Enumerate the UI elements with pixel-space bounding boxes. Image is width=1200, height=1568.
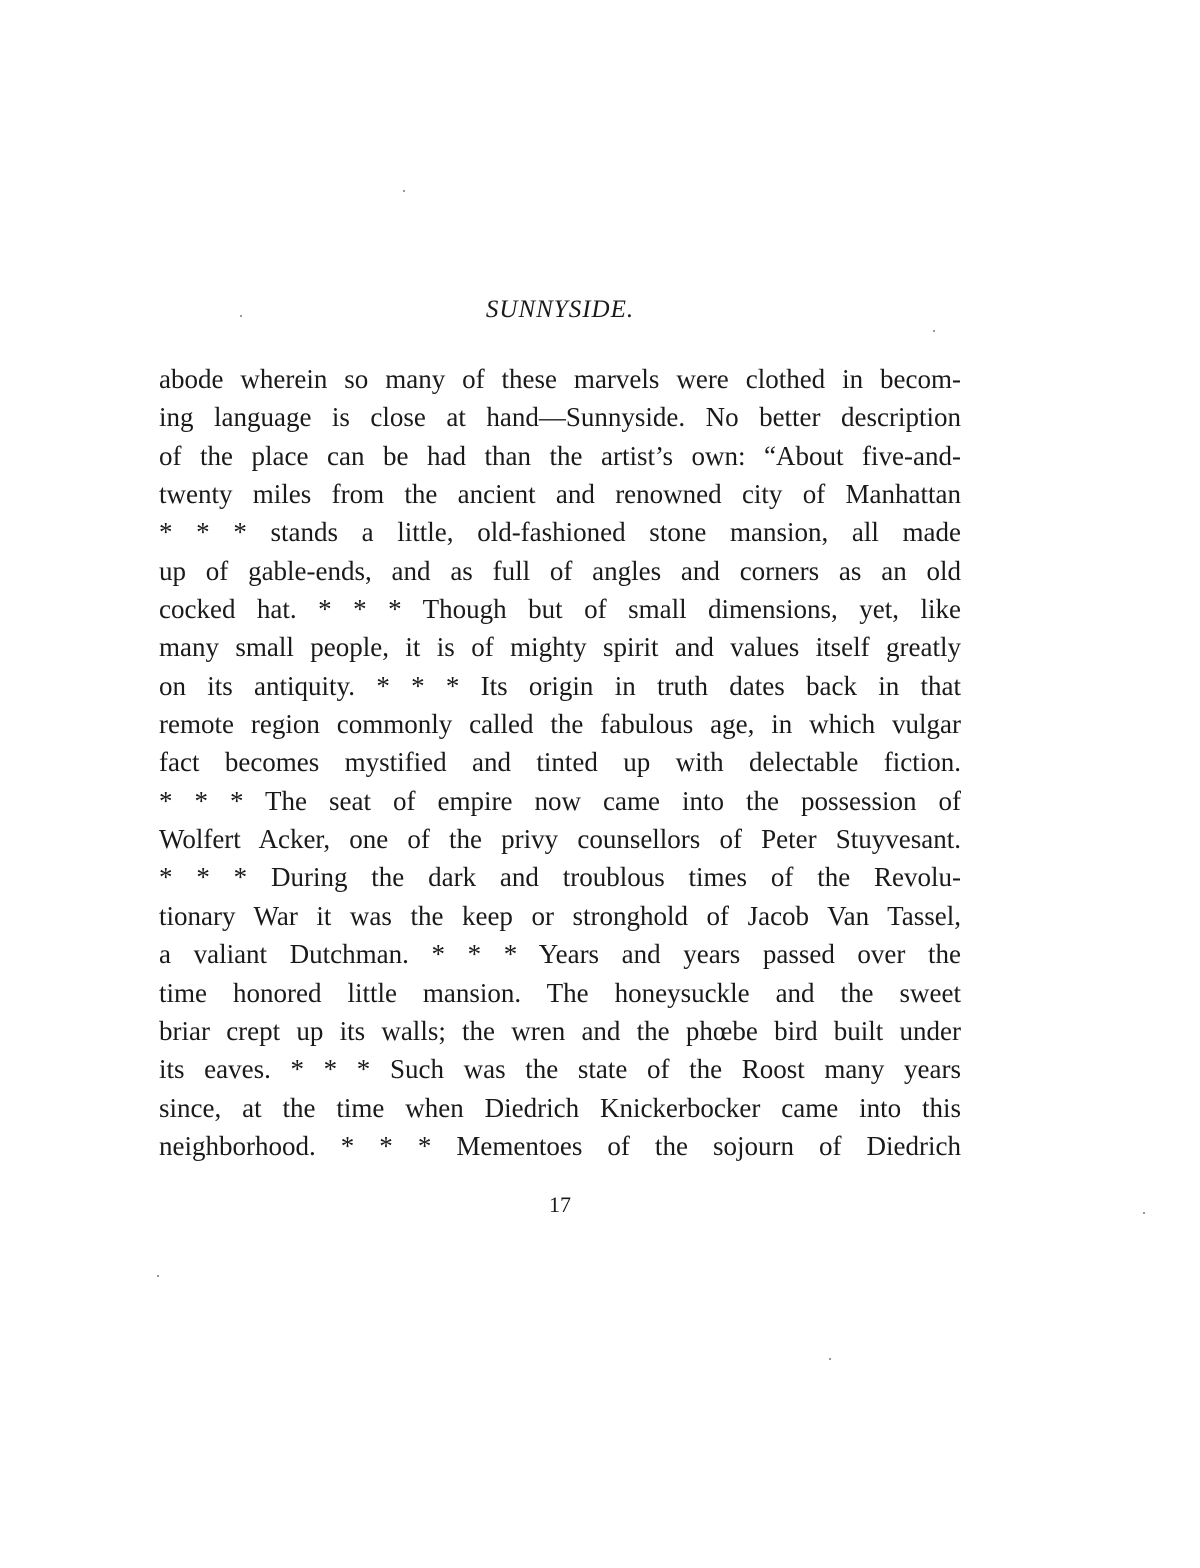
text-line: of the place can be had than the artist’s own: “About five-and- xyxy=(159,440,961,471)
text-line: abode wherein so many of these marvels were clothed in becom- xyxy=(159,364,961,394)
text-line: its eaves. * * * Such was the state of the Roost many years xyxy=(159,1054,961,1085)
text-line: on its antiquity. * * * Its origin in truth dates back in that xyxy=(159,670,961,701)
body-text xyxy=(159,360,961,1165)
text-line: since, at the time when Diedrich Knickerbocker came into this xyxy=(159,1092,961,1123)
text-line: tionary War it was the keep or stronghold of Jacob Van Tassel, xyxy=(159,900,961,931)
text-line: * * * The seat of empire now came into the possession of xyxy=(159,785,961,816)
text-line: a valiant Dutchman. * * * Years and years passed over the xyxy=(159,939,961,970)
text-line: briar crept up its walls; the wren and the phœbe bird built under xyxy=(159,1015,961,1046)
scan-speck xyxy=(240,315,242,317)
text-line: Wolfert Acker, one of the privy counsellors of Peter Stuyvesant. xyxy=(159,824,961,855)
text-line: time honored little mansion. The honeysuckle and the sweet xyxy=(159,977,961,1008)
text-line: up of gable-ends, and as full of angles and corners as an old xyxy=(159,555,961,586)
text-line: ing language is close at hand—Sunnyside. No better description xyxy=(159,402,961,433)
page-number: 17 xyxy=(549,1192,571,1217)
text-line: remote region commonly called the fabulous age, in which vulgar xyxy=(159,709,961,740)
text-line: many small people, it is of mighty spirit and values itself greatly xyxy=(159,632,961,663)
scan-speck xyxy=(1143,1212,1145,1214)
scan-speck xyxy=(157,1275,159,1277)
text-line: twenty miles from the ancient and renowned city of Manhattan xyxy=(159,479,961,510)
text-line: * * * During the dark and troublous times of the Revolu- xyxy=(159,862,961,893)
running-head: SUNNYSIDE. xyxy=(485,296,635,323)
scan-speck xyxy=(933,330,935,332)
scan-speck xyxy=(403,190,405,192)
text-line: cocked hat. * * * Though but of small dimensions, yet, like xyxy=(159,594,961,625)
text-line: neighborhood. * * * Mementoes of the sojourn of Diedrich xyxy=(159,1130,961,1161)
text-line: fact becomes mystified and tinted up with delectable fiction. xyxy=(159,747,961,778)
scan-speck xyxy=(829,1358,831,1360)
text-line: * * * stands a little, old-fashioned stone mansion, all made xyxy=(159,517,961,548)
